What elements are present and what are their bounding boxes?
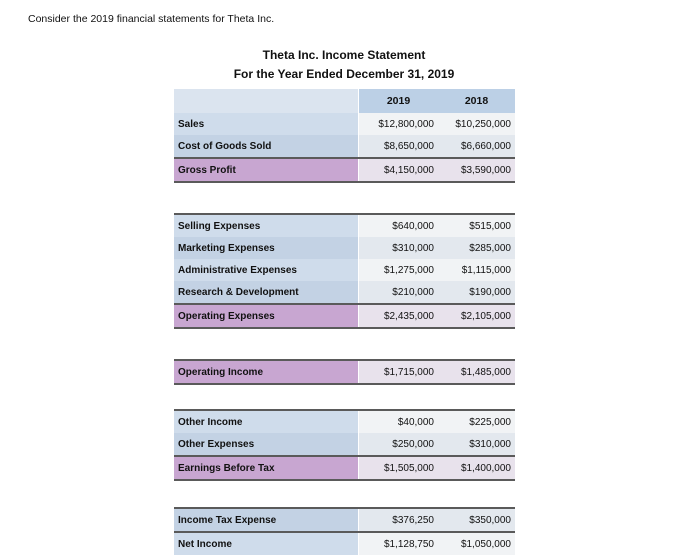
table-row bbox=[174, 259, 515, 281]
row-label: Research & Development bbox=[174, 281, 358, 304]
value-2018: $1,400,000 bbox=[438, 456, 515, 480]
row-label: Marketing Expenses bbox=[174, 237, 358, 259]
value-2019: $1,128,750 bbox=[359, 532, 438, 555]
total-row bbox=[174, 304, 515, 328]
row-label: Operating Expenses bbox=[174, 304, 358, 328]
income-table-other bbox=[174, 409, 515, 481]
value-2019: $12,800,000 bbox=[359, 113, 438, 135]
table-row bbox=[174, 508, 515, 532]
income-table-revenue bbox=[174, 89, 515, 183]
value-2018: $1,050,000 bbox=[438, 532, 515, 555]
row-label: Net Income bbox=[174, 532, 358, 555]
row-label: Sales bbox=[174, 113, 358, 135]
row-label: Gross Profit bbox=[174, 158, 358, 182]
header-label-cell bbox=[174, 89, 358, 113]
statement-title: Theta Inc. Income Statement bbox=[262, 48, 426, 62]
table-row bbox=[174, 410, 515, 433]
table-row bbox=[174, 113, 515, 135]
income-table-operating-income bbox=[174, 359, 515, 385]
row-label: Operating Income bbox=[174, 360, 358, 384]
value-2018: $6,660,000 bbox=[438, 135, 515, 158]
value-2018: $515,000 bbox=[438, 214, 515, 237]
row-label: Selling Expenses bbox=[174, 214, 358, 237]
value-2018: $225,000 bbox=[438, 410, 515, 433]
total-row bbox=[174, 456, 515, 480]
row-label: Other Income bbox=[174, 410, 358, 433]
value-2018: $3,590,000 bbox=[438, 158, 515, 182]
value-2019: $376,250 bbox=[359, 508, 438, 532]
value-2018: $350,000 bbox=[438, 508, 515, 532]
total-row bbox=[174, 158, 515, 182]
row-label: Cost of Goods Sold bbox=[174, 135, 358, 158]
row-label: Other Expenses bbox=[174, 433, 358, 456]
question-text: Consider the 2019 financial statements for Theta Inc. bbox=[28, 13, 275, 25]
row-label: Income Tax Expense bbox=[174, 508, 358, 532]
table-row bbox=[174, 281, 515, 304]
value-2019: $4,150,000 bbox=[359, 158, 438, 182]
total-row bbox=[174, 360, 515, 384]
value-2018: $1,485,000 bbox=[438, 360, 515, 384]
value-2019: $1,715,000 bbox=[359, 360, 438, 384]
statement-subtitle: For the Year Ended December 31, 2019 bbox=[233, 67, 455, 81]
value-2019: $1,505,000 bbox=[359, 456, 438, 480]
table-row bbox=[174, 532, 515, 555]
year-2019-header: 2019 bbox=[359, 89, 438, 113]
value-2018: $2,105,000 bbox=[438, 304, 515, 328]
value-2019: $640,000 bbox=[359, 214, 438, 237]
income-table-operating-expenses bbox=[174, 213, 515, 329]
table-row bbox=[174, 214, 515, 237]
table-row bbox=[174, 135, 515, 158]
year-2018-header: 2018 bbox=[438, 89, 515, 113]
value-2018: $10,250,000 bbox=[438, 113, 515, 135]
value-2018: $1,115,000 bbox=[438, 259, 515, 281]
value-2018: $190,000 bbox=[438, 281, 515, 304]
value-2019: $8,650,000 bbox=[359, 135, 438, 158]
income-table-net bbox=[174, 507, 515, 555]
value-2019: $210,000 bbox=[359, 281, 438, 304]
row-label: Earnings Before Tax bbox=[174, 456, 358, 480]
header-row bbox=[174, 89, 515, 113]
table-row bbox=[174, 237, 515, 259]
value-2019: $2,435,000 bbox=[359, 304, 438, 328]
value-2019: $250,000 bbox=[359, 433, 438, 456]
value-2018: $285,000 bbox=[438, 237, 515, 259]
value-2019: $1,275,000 bbox=[359, 259, 438, 281]
value-2018: $310,000 bbox=[438, 433, 515, 456]
row-label: Administrative Expenses bbox=[174, 259, 358, 281]
value-2019: $40,000 bbox=[359, 410, 438, 433]
table-row bbox=[174, 433, 515, 456]
value-2019: $310,000 bbox=[359, 237, 438, 259]
